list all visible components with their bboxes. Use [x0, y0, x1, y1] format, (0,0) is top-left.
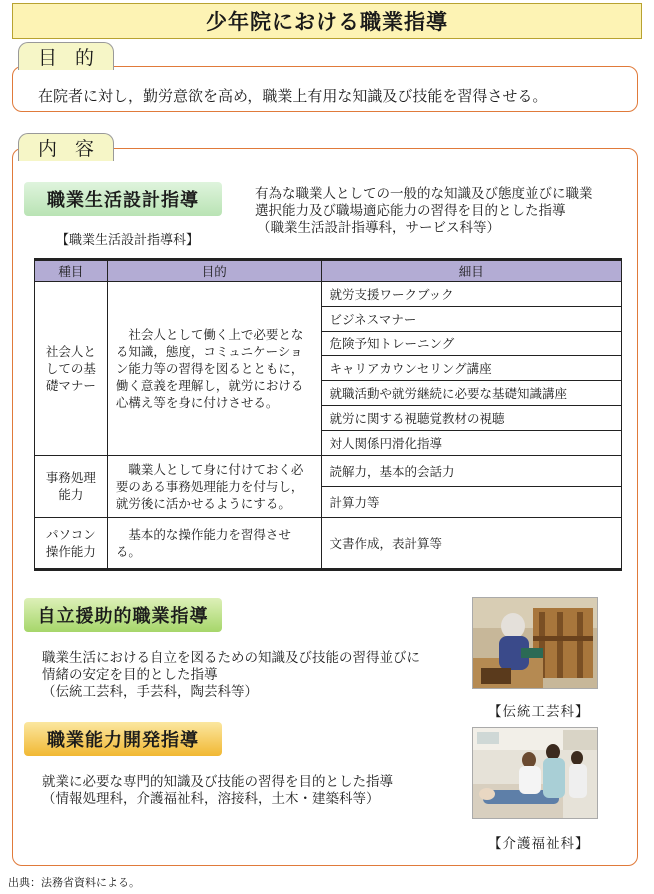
section-subtitle: 【職業生活設計指導科】: [56, 233, 200, 248]
description-line: 選択能力及び職場適応能力の習得を目的とした指導: [255, 203, 566, 219]
detail-cell: ビジネスマナー: [321, 306, 621, 331]
category-line: しての基: [45, 360, 96, 376]
section-heading-text: 自立援助的職業指導: [37, 606, 209, 627]
table-row: [35, 455, 622, 486]
category-line: 社会人と: [45, 343, 96, 359]
section-heading-text: 職業能力開発指導: [47, 730, 199, 751]
row-purpose: [107, 455, 321, 517]
category-line: 操作能力: [45, 543, 96, 559]
row-purpose: [107, 282, 321, 456]
header-purpose: 目的: [107, 260, 321, 282]
description-line: 職業生活における自立を図るための知識及び技能の習得並びに: [42, 650, 420, 666]
care-training-image: [473, 728, 598, 819]
weaving-loom-image: [473, 598, 598, 689]
purpose-line: る知識，態度，コミュニケーショ: [115, 343, 303, 359]
detail-cell: 対人関係円滑化指導: [321, 430, 621, 455]
detail-cell: 就職活動や就労継続に必要な基礎知識講座: [321, 381, 621, 406]
row-category: [35, 517, 108, 569]
section-heading-career-design: [24, 182, 222, 216]
section-description: [42, 650, 420, 701]
category-line: 能力: [58, 487, 84, 503]
detail-cell: 文書作成，表計算等: [321, 517, 621, 569]
table-row: [35, 517, 622, 569]
section-heading-skill-development: [24, 722, 222, 756]
content-tab: [18, 133, 114, 161]
nursing-care-photo: [472, 727, 598, 819]
purpose-tab-label: 目的: [37, 47, 112, 69]
purpose-line: 就労後に活かせるようにする。: [115, 495, 291, 511]
purpose-line: 社会人として働く上で必要とな: [128, 326, 304, 342]
content-tab-label: 内容: [37, 138, 112, 160]
source-note: 出典：法務省資料による。: [8, 876, 140, 889]
detail-cell: キャリアカウンセリング講座: [321, 356, 621, 381]
category-line: 事務処理: [45, 470, 96, 486]
detail-cell: 読解力，基本的会話力: [321, 455, 621, 486]
category-line: パソコン: [46, 526, 96, 542]
category-line: 礎マナー: [45, 377, 96, 393]
purpose-line: 要のある事務処理能力を付与し，: [115, 478, 304, 494]
section-heading-independence-support: [24, 598, 222, 632]
purpose-tab: [18, 42, 114, 70]
row-purpose: [107, 517, 321, 569]
table-row: [35, 282, 622, 307]
section-description: [255, 186, 593, 237]
detail-cell: 危険予知トレーニング: [321, 331, 621, 356]
purpose-line: ン能力等の習得を図るとともに，: [115, 360, 304, 376]
detail-cell: 計算力等: [321, 486, 621, 517]
purpose-line: 基本的な操作能力を習得させる。: [115, 526, 291, 559]
career-guidance-table: [34, 258, 622, 571]
detail-cell: 就労支援ワークブック: [321, 282, 621, 307]
description-line: 有為な職業人としての一般的な知識及び態度並びに職業: [255, 186, 593, 202]
description-line: （伝統工芸科，手芸科，陶芸科等）: [42, 684, 258, 700]
page-title-bar: [12, 3, 642, 39]
row-category: [35, 455, 108, 517]
traditional-crafts-photo: [472, 597, 598, 689]
table-header-row: [35, 260, 622, 282]
row-category: [35, 282, 108, 456]
description-line: （情報処理科，介護福祉科，溶接科，土木・建築科等）: [42, 791, 380, 807]
description-line: （職業生活設計指導科，サービス科等）: [257, 220, 500, 236]
purpose-line: 心構え等を身に付けさせる。: [115, 394, 279, 410]
description-line: 就業に必要な専門的知識及び技能の習得を目的とした指導: [42, 774, 393, 790]
purpose-text: 在院者に対し，勤労意欲を高め，職業上有用な知識及び技能を習得させる。: [38, 87, 548, 105]
page-title: 少年院における職業指導: [206, 10, 448, 34]
description-line: 情緒の安定を目的とした指導: [42, 667, 218, 683]
section-heading-text: 職業生活設計指導: [47, 190, 199, 211]
traditional-crafts-caption: 【伝統工芸科】: [488, 704, 590, 720]
header-detail: 細目: [321, 260, 621, 282]
nursing-care-caption: 【介護福祉科】: [488, 836, 590, 852]
detail-cell: 就労に関する視聴覚教材の視聴: [321, 405, 621, 430]
purpose-line: 職業人として身に付けておく必: [128, 461, 304, 477]
purpose-line: 働く意義を理解し，就労における: [115, 377, 304, 393]
header-category: 種目: [35, 260, 108, 282]
section-description: [42, 774, 393, 808]
